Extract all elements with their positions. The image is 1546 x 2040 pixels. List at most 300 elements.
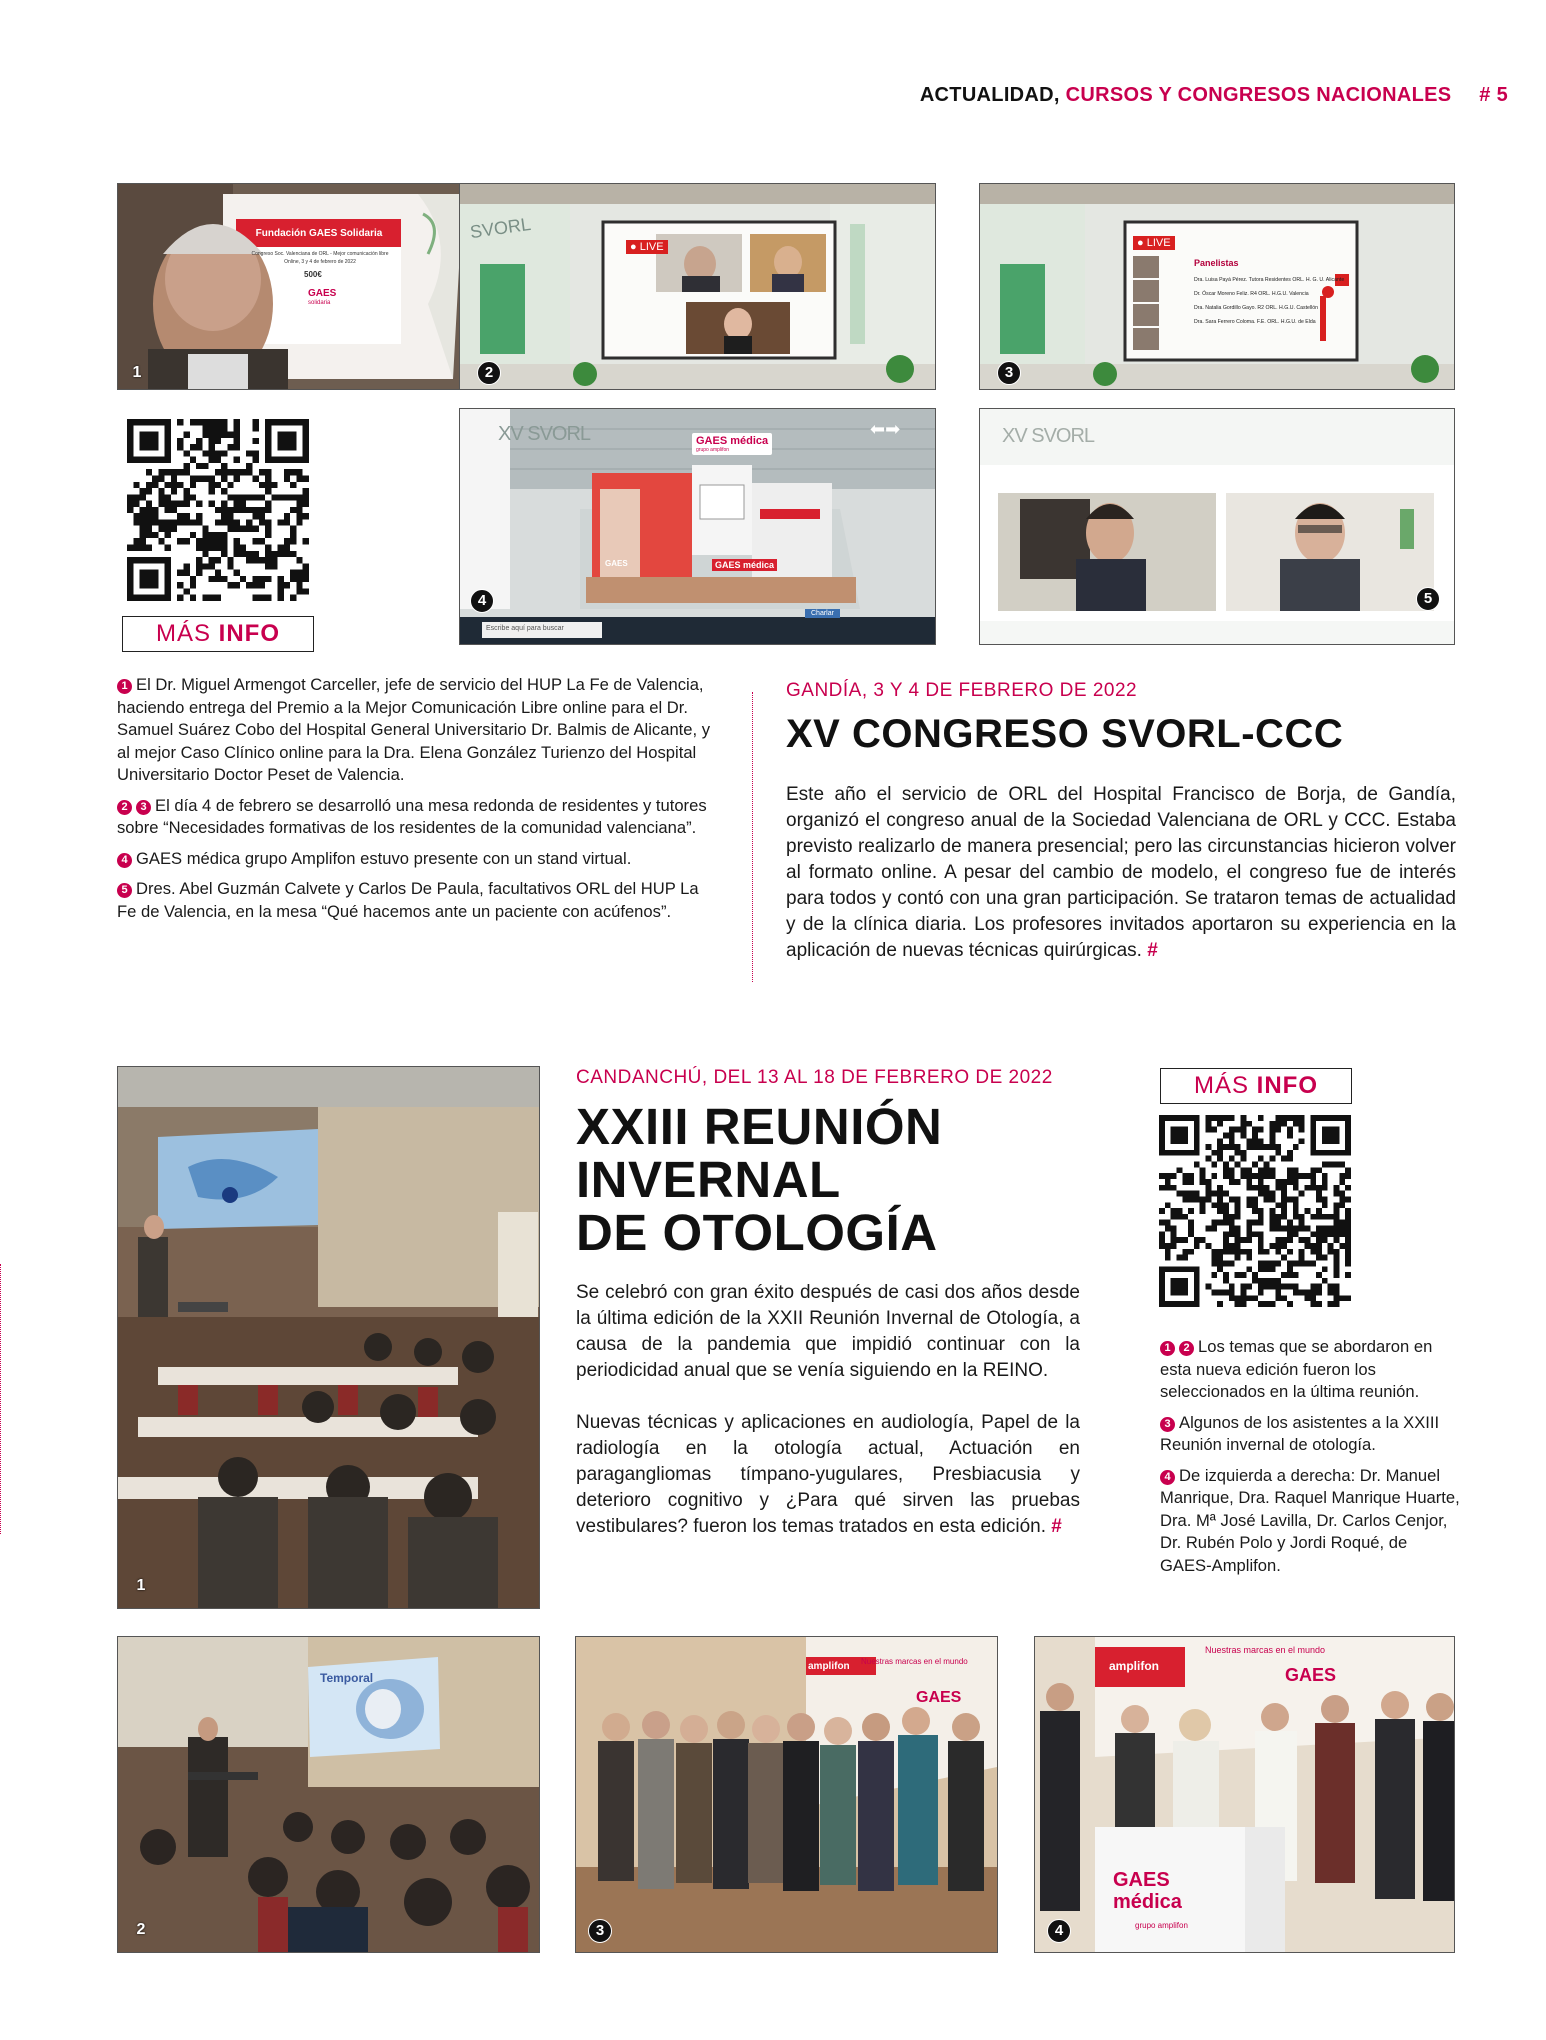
qr-module: [234, 538, 240, 544]
qr-module: [1287, 1167, 1293, 1173]
qr-module: [1322, 1202, 1328, 1208]
qr-module: [1328, 1127, 1334, 1133]
qr-module: [1182, 1196, 1188, 1202]
qr-module: [1310, 1185, 1316, 1191]
qr-module: [1252, 1185, 1258, 1191]
qr-module: [146, 501, 152, 507]
article2-body: [576, 1280, 1080, 1540]
qr-module: [127, 570, 133, 576]
qr-module: [234, 526, 240, 532]
qr-module: [1322, 1278, 1328, 1284]
qr-module: [1165, 1243, 1171, 1249]
qr-module: [146, 444, 152, 450]
qr-module: [1182, 1255, 1188, 1261]
qr-module: [1194, 1243, 1200, 1249]
qr-module: [1345, 1196, 1351, 1202]
qr-module: [303, 488, 309, 494]
qr-module: [221, 450, 227, 456]
qr-module: [234, 551, 240, 557]
qr-module: [1223, 1208, 1229, 1214]
qr-module: [1235, 1144, 1241, 1150]
qr-module: [1246, 1196, 1252, 1202]
qr-module: [303, 538, 309, 544]
qr-module: [1206, 1243, 1212, 1249]
counter-logo: GAES médica: [1113, 1869, 1182, 1913]
qr-module: [259, 513, 265, 519]
qr-module: [127, 438, 133, 444]
qr-module: [1264, 1144, 1270, 1150]
qr-module: [127, 425, 133, 431]
qr-module: [152, 444, 158, 450]
article2-title-line: INVERNAL: [576, 1151, 841, 1208]
qr-module: [1345, 1127, 1351, 1133]
qr-module: [1345, 1121, 1351, 1127]
qr-module: [290, 570, 296, 576]
qr-module: [1334, 1255, 1340, 1261]
qr-module: [1252, 1295, 1258, 1301]
article2-title-line: DE OTOLOGÍA: [576, 1204, 938, 1261]
qr-module: [1165, 1115, 1171, 1121]
qr-module: [234, 457, 240, 463]
qr-module: [1182, 1301, 1188, 1307]
qr-module: [1182, 1127, 1188, 1133]
qr-module: [146, 545, 152, 551]
qr-module: [1316, 1231, 1322, 1237]
qr-module: [133, 494, 139, 500]
qr-module: [1182, 1214, 1188, 1220]
mas-info-bold: INFO: [218, 620, 280, 647]
qr-module: [140, 519, 146, 525]
qr-module: [1339, 1173, 1345, 1179]
qr-module: [1176, 1284, 1182, 1290]
qr-module: [290, 438, 296, 444]
qr-module: [1171, 1214, 1177, 1220]
qr-module: [133, 457, 139, 463]
photo-virtual-round-table: [459, 183, 936, 390]
qr-module: [152, 582, 158, 588]
qr-module: [209, 419, 215, 425]
stand-counter-logo: GAES médica: [712, 559, 777, 571]
qr-module: [284, 432, 290, 438]
qr-module: [1223, 1144, 1229, 1150]
qr-module: [1270, 1132, 1276, 1138]
qr-module: [1240, 1272, 1246, 1278]
qr-code-bottom[interactable]: [1159, 1115, 1351, 1307]
qr-module: [215, 532, 221, 538]
qr-module: [1159, 1266, 1165, 1272]
article2-paragraph: Nuevas técnicas y aplicaciones en audiología, Papel de la radiología en la otología actual, Actuación en paragangliomas tímpano-yugulares, Presbiacusia y deterioro cognitivo y ¿Para qué sirven las pruebas vestibulares? fueron los temas tratados en esta edición.: [576, 1412, 1080, 1537]
qr-module: [1171, 1278, 1177, 1284]
slide-logo-sub: solidaria: [308, 300, 331, 306]
qr-module: [146, 432, 152, 438]
qr-module: [1275, 1278, 1281, 1284]
qr-module: [1270, 1144, 1276, 1150]
qr-module: [196, 557, 202, 563]
qr-module: [165, 557, 171, 563]
qr-module: [1211, 1255, 1217, 1261]
qr-module: [1299, 1191, 1305, 1197]
photo-number-badge: 1: [136, 1577, 146, 1594]
qr-module: [1223, 1278, 1229, 1284]
qr-module: [303, 501, 309, 507]
qr-module: [234, 475, 240, 481]
qr-module: [183, 563, 189, 569]
qr-module: [303, 419, 309, 425]
qr-module: [1270, 1127, 1276, 1133]
qr-module: [234, 519, 240, 525]
article1-body: [786, 782, 1456, 964]
qr-module: [1159, 1121, 1165, 1127]
qr-module: [1252, 1132, 1258, 1138]
qr-module: [1258, 1144, 1264, 1150]
qr-module: [1235, 1255, 1241, 1261]
caption-number-badge: 1: [1160, 1341, 1175, 1356]
qr-module: [1200, 1208, 1206, 1214]
qr-module: [1339, 1196, 1345, 1202]
qr-module: [1217, 1115, 1223, 1121]
qr-module: [259, 595, 265, 601]
qr-module: [1328, 1249, 1334, 1255]
qr-module: [1316, 1214, 1322, 1220]
caption-text: GAES médica grupo Amplifon estuvo presente con un stand virtual.: [136, 848, 632, 868]
qr-module: [234, 545, 240, 551]
qr-module: [1345, 1243, 1351, 1249]
qr-module: [209, 595, 215, 601]
qr-module: [278, 444, 284, 450]
qr-module: [133, 595, 139, 601]
qr-module: [1293, 1231, 1299, 1237]
qr-module: [1270, 1260, 1276, 1266]
qr-module: [165, 570, 171, 576]
qr-module: [1194, 1301, 1200, 1307]
qr-module: [1281, 1156, 1287, 1162]
qr-module: [1316, 1237, 1322, 1243]
qr-module: [171, 475, 177, 481]
qr-module: [221, 532, 227, 538]
qr-module: [1217, 1301, 1223, 1307]
qr-module: [1310, 1115, 1316, 1121]
panelist-item: Dra. Luisa Payá Pérez. Tutora Residentes ORL. H. G. U. Alicante: [1194, 277, 1345, 283]
qr-module: [215, 538, 221, 544]
qr-module: [215, 545, 221, 551]
qr-module: [1339, 1295, 1345, 1301]
qr-module: [1200, 1167, 1206, 1173]
photo-number-badge: 5: [1416, 587, 1440, 611]
qr-module: [1293, 1290, 1299, 1296]
qr-module: [1246, 1231, 1252, 1237]
qr-module: [284, 419, 290, 425]
qr-module: [1200, 1196, 1206, 1202]
qr-module: [1246, 1167, 1252, 1173]
qr-module: [146, 582, 152, 588]
qr-module: [227, 563, 233, 569]
qr-module: [140, 494, 146, 500]
qr-module: [127, 507, 133, 513]
qr-module: [1165, 1249, 1171, 1255]
qr-module: [1217, 1138, 1223, 1144]
qr-module: [140, 507, 146, 513]
qr-module: [227, 582, 233, 588]
qr-module: [1211, 1127, 1217, 1133]
qr-module: [1304, 1185, 1310, 1191]
qr-module: [1235, 1237, 1241, 1243]
qr-module: [1293, 1167, 1299, 1173]
qr-module: [209, 563, 215, 569]
qr-code-top[interactable]: [127, 419, 309, 601]
qr-module: [1188, 1220, 1194, 1226]
caption-number-badge: 2: [1179, 1341, 1194, 1356]
qr-module: [1176, 1266, 1182, 1272]
qr-module: [1229, 1284, 1235, 1290]
qr-module: [1345, 1255, 1351, 1261]
qr-module: [265, 475, 271, 481]
qr-module: [227, 513, 233, 519]
qr-module: [1310, 1150, 1316, 1156]
qr-module: [234, 570, 240, 576]
qr-module: [227, 482, 233, 488]
qr-module: [1171, 1284, 1177, 1290]
qr-module: [152, 507, 158, 513]
qr-module: [1246, 1144, 1252, 1150]
qr-module: [1171, 1127, 1177, 1133]
qr-module: [284, 513, 290, 519]
mas-info-prefix: MÁS: [1193, 1072, 1249, 1099]
qr-module: [1165, 1220, 1171, 1226]
caption-text: El Dr. Miguel Armengot Carceller, jefe de servicio del HUP La Fe de Valencia, haciendo entrega del Premio a la Mejor Comunicación Libre online para el Dr. Samuel Suárez Cobo del Hospital General Universitario Dr. Balmis de Alicante, y al mejor Caso Clínico online para la Dra. Elena González Turienzo del Hospital Universitario Doctor Peset de Valencia.: [117, 675, 711, 784]
mas-info-label[interactable]: [122, 616, 314, 652]
qr-module: [1293, 1260, 1299, 1266]
qr-module: [1275, 1260, 1281, 1266]
qr-module: [1176, 1132, 1182, 1138]
qr-module: [265, 450, 271, 456]
qr-module: [190, 419, 196, 425]
qr-module: [140, 545, 146, 551]
qr-module: [1246, 1121, 1252, 1127]
qr-module: [265, 419, 271, 425]
qr-module: [1194, 1284, 1200, 1290]
qr-module: [146, 507, 152, 513]
qr-module: [1223, 1162, 1229, 1168]
qr-module: [253, 419, 259, 425]
qr-module: [1299, 1226, 1305, 1232]
qr-module: [1345, 1167, 1351, 1173]
qr-module: [202, 563, 208, 569]
qr-module: [165, 450, 171, 456]
qr-module: [183, 513, 189, 519]
qr-module: [1252, 1173, 1258, 1179]
qr-module: [1176, 1290, 1182, 1296]
qr-module: [284, 469, 290, 475]
qr-module: [1310, 1138, 1316, 1144]
qr-module: [1159, 1290, 1165, 1296]
qr-module: [221, 488, 227, 494]
qr-module: [284, 551, 290, 557]
qr-module: [1246, 1284, 1252, 1290]
qr-module: [278, 457, 284, 463]
qr-module: [234, 444, 240, 450]
qr-module: [265, 425, 271, 431]
qr-module: [133, 519, 139, 525]
qr-module: [202, 425, 208, 431]
photo-group-attendees: [575, 1636, 998, 1953]
qr-module: [303, 563, 309, 569]
qr-module: [1310, 1243, 1316, 1249]
qr-module: [253, 438, 259, 444]
qr-module: [1322, 1196, 1328, 1202]
qr-module: [1334, 1301, 1340, 1307]
qr-module: [1281, 1179, 1287, 1185]
qr-module: [265, 551, 271, 557]
navigation-arrows[interactable]: ⬅➡: [870, 419, 901, 439]
qr-module: [146, 488, 152, 494]
qr-module: [1345, 1144, 1351, 1150]
qr-module: [284, 438, 290, 444]
article1-title: XV CONGRESO SVORL-CCC: [786, 712, 1344, 756]
photo-lecture-room-image: [118, 1067, 539, 1608]
qr-module: [1264, 1301, 1270, 1307]
qr-module: [1229, 1167, 1235, 1173]
qr-module: [183, 469, 189, 475]
qr-module: [133, 513, 139, 519]
live-indicator: ● LIVE: [1133, 236, 1175, 250]
qr-module: [190, 532, 196, 538]
qr-module: [221, 501, 227, 507]
qr-module: [1229, 1231, 1235, 1237]
qr-module: [1275, 1284, 1281, 1290]
qr-module: [140, 595, 146, 601]
qr-module: [190, 475, 196, 481]
photo-number-badge: 3: [588, 1919, 612, 1943]
qr-module: [221, 513, 227, 519]
qr-module: [1293, 1226, 1299, 1232]
qr-module: [1235, 1179, 1241, 1185]
qr-module: [240, 545, 246, 551]
qr-module: [1281, 1255, 1287, 1261]
qr-module: [1293, 1284, 1299, 1290]
qr-module: [1206, 1185, 1212, 1191]
qr-module: [209, 545, 215, 551]
article-end-mark: #: [1147, 940, 1158, 961]
qr-module: [1235, 1214, 1241, 1220]
captions-bottom: [1160, 1336, 1460, 1585]
qr-module: [1217, 1290, 1223, 1296]
qr-module: [1334, 1260, 1340, 1266]
qr-module: [271, 557, 277, 563]
caption-item: [117, 674, 717, 787]
qr-module: [1223, 1202, 1229, 1208]
qr-module: [1287, 1231, 1293, 1237]
qr-module: [1334, 1249, 1340, 1255]
qr-module: [202, 545, 208, 551]
qr-module: [177, 595, 183, 601]
qr-module: [1211, 1150, 1217, 1156]
qr-module: [1270, 1266, 1276, 1272]
qr-module: [1258, 1167, 1264, 1173]
qr-module: [278, 545, 284, 551]
qr-module: [177, 501, 183, 507]
qr-module: [1299, 1237, 1305, 1243]
qr-module: [278, 432, 284, 438]
page-number: # 5: [1479, 84, 1508, 106]
photo-number-badge: 2: [477, 361, 501, 385]
qr-module: [140, 444, 146, 450]
qr-module: [278, 494, 284, 500]
qr-module: [1258, 1301, 1264, 1307]
qr-module: [290, 532, 296, 538]
qr-module: [1182, 1278, 1188, 1284]
qr-module: [246, 519, 252, 525]
qr-module: [253, 582, 259, 588]
qr-module: [1281, 1196, 1287, 1202]
qr-module: [1304, 1226, 1310, 1232]
qr-module: [1328, 1214, 1334, 1220]
qr-module: [1310, 1214, 1316, 1220]
qr-module: [1235, 1249, 1241, 1255]
qr-module: [1339, 1226, 1345, 1232]
qr-module: [1258, 1220, 1264, 1226]
qr-module: [1334, 1290, 1340, 1296]
qr-module: [202, 463, 208, 469]
qr-module: [1206, 1121, 1212, 1127]
qr-module: [209, 438, 215, 444]
qr-module: [183, 588, 189, 594]
qr-module: [171, 469, 177, 475]
qr-module: [1229, 1115, 1235, 1121]
qr-module: [234, 419, 240, 425]
qr-module: [259, 494, 265, 500]
qr-module: [1182, 1249, 1188, 1255]
qr-module: [183, 488, 189, 494]
congress-logo: XV SVORL: [498, 423, 591, 445]
qr-module: [1235, 1196, 1241, 1202]
taskbar-search[interactable]: Escribe aquí para buscar: [486, 625, 564, 632]
qr-module: [183, 519, 189, 525]
qr-module: [1194, 1132, 1200, 1138]
qr-module: [1252, 1220, 1258, 1226]
photo-gaes-stand-group-image: [1035, 1637, 1454, 1952]
qr-module: [1165, 1173, 1171, 1179]
taskbar-chat[interactable]: Charlar: [805, 609, 840, 618]
qr-module: [1258, 1115, 1264, 1121]
qr-module: [1322, 1127, 1328, 1133]
article-end-mark: #: [1051, 1516, 1062, 1537]
qr-module: [127, 450, 133, 456]
qr-module: [234, 469, 240, 475]
captions-top: [117, 674, 717, 931]
qr-module: [209, 432, 215, 438]
qr-module: [1246, 1295, 1252, 1301]
qr-module: [1264, 1260, 1270, 1266]
qr-module: [146, 438, 152, 444]
qr-module: [1258, 1243, 1264, 1249]
qr-module: [165, 582, 171, 588]
qr-module: [1310, 1231, 1316, 1237]
mas-info-label[interactable]: [1160, 1068, 1352, 1104]
qr-module: [1252, 1278, 1258, 1284]
qr-module: [1328, 1115, 1334, 1121]
qr-module: [240, 551, 246, 557]
qr-module: [290, 538, 296, 544]
qr-module: [146, 526, 152, 532]
photo-award-presentation: [117, 183, 466, 390]
qr-module: [1240, 1115, 1246, 1121]
qr-module: [303, 513, 309, 519]
caption-number-badge: 3: [1160, 1417, 1175, 1432]
qr-module: [1258, 1138, 1264, 1144]
qr-module: [1310, 1132, 1316, 1138]
qr-module: [1223, 1237, 1229, 1243]
qr-module: [140, 570, 146, 576]
